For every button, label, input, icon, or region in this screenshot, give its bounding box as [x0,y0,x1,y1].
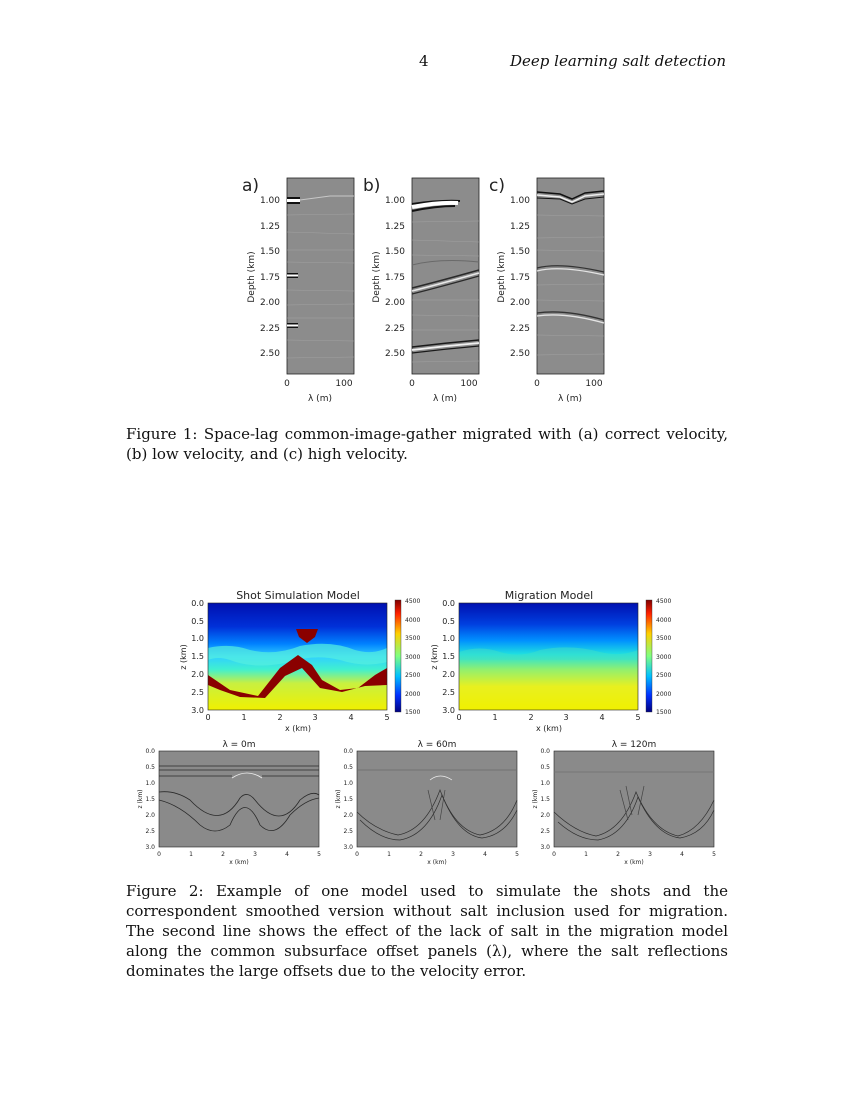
panel-label: c) [489,176,505,196]
svg-text:2: 2 [277,713,283,722]
svg-text:2.00: 2.00 [259,298,280,308]
svg-text:1.0: 1.0 [191,634,204,643]
panel-title: λ = 0m [222,740,256,750]
svg-text:3000: 3000 [656,654,672,661]
svg-text:0: 0 [409,379,415,389]
image-panel [554,751,714,847]
svg-text:2.00: 2.00 [509,298,530,308]
svg-text:3: 3 [253,851,257,858]
svg-text:2.0: 2.0 [145,812,155,819]
x-axis-label: x (km) [229,859,249,866]
x-axis-label: x (km) [427,859,447,866]
svg-text:0.0: 0.0 [343,748,353,755]
svg-text:1.5: 1.5 [191,652,204,661]
svg-text:2.0: 2.0 [343,812,353,819]
svg-text:4: 4 [483,851,487,858]
panel-title: λ = 60m [417,740,457,750]
x-axis-label: λ (m) [558,394,582,404]
svg-text:100: 100 [585,379,603,389]
svg-text:5: 5 [712,851,716,858]
migration-model-panel [430,589,671,733]
panel-title: Shot Simulation Model [236,589,360,602]
svg-text:100: 100 [335,379,353,389]
svg-text:1.0: 1.0 [145,780,155,787]
panel-title: Migration Model [504,589,594,602]
svg-text:5: 5 [635,713,641,722]
svg-text:0.0: 0.0 [540,748,550,755]
svg-text:1: 1 [584,851,588,858]
svg-text:0.5: 0.5 [191,617,204,626]
svg-text:2: 2 [419,851,423,858]
colorbar-tick-labels [405,598,420,716]
svg-text:3000: 3000 [405,654,421,661]
svg-text:0.5: 0.5 [343,764,353,771]
svg-text:2: 2 [616,851,620,858]
svg-text:1.00: 1.00 [384,196,405,206]
y-axis-label: z (km) [532,789,539,809]
svg-text:1500: 1500 [656,709,672,716]
y-tick-labels [385,196,405,359]
svg-text:4: 4 [680,851,684,858]
svg-text:4: 4 [285,851,289,858]
figure-1-panel-a [242,176,354,404]
svg-text:1.0: 1.0 [343,780,353,787]
svg-text:1.0: 1.0 [442,634,455,643]
x-tick-labels [157,851,321,858]
x-tick-labels [205,713,389,722]
svg-text:2.50: 2.50 [259,349,280,359]
colorbar-tick-labels [656,598,671,716]
offset-panel-120m [532,740,716,866]
svg-text:4500: 4500 [656,598,672,605]
x-axis-label: x (km) [285,724,311,733]
page-number: 4 [419,52,429,70]
y-tick-labels [343,748,353,851]
colorbar [395,600,401,712]
svg-text:1.50: 1.50 [259,247,280,257]
y-axis-label: z (km) [179,644,188,670]
svg-text:4: 4 [348,713,354,722]
svg-text:2000: 2000 [656,691,672,698]
image-panel [357,751,517,847]
svg-text:1.50: 1.50 [384,247,405,257]
svg-text:1.25: 1.25 [259,222,280,232]
svg-text:2.0: 2.0 [540,812,550,819]
offset-panel-60m [335,740,519,866]
svg-text:2.25: 2.25 [509,324,530,334]
y-axis-label: Depth (km) [372,251,382,303]
svg-text:0: 0 [355,851,359,858]
x-tick-labels [355,851,519,858]
x-tick-labels [534,379,603,389]
figure-1-caption: Figure 1: Space-lag common-image-gather migrated with (a) correct velocity, (b) low velocity, and (c) high velocity. [126,425,728,463]
running-title: Deep learning salt detection [510,52,726,70]
svg-text:0.5: 0.5 [442,617,455,626]
svg-text:0: 0 [284,379,290,389]
panel-label: a) [242,176,260,196]
svg-text:1: 1 [241,713,247,722]
svg-text:3: 3 [451,851,455,858]
x-axis-label: x (km) [536,724,562,733]
svg-text:3.0: 3.0 [145,844,155,851]
svg-text:0: 0 [456,713,462,722]
svg-text:2.0: 2.0 [191,670,204,679]
svg-text:3.0: 3.0 [540,844,550,851]
svg-text:1.5: 1.5 [343,796,353,803]
svg-text:1: 1 [492,713,498,722]
svg-text:2500: 2500 [656,672,672,679]
svg-text:1.5: 1.5 [442,652,455,661]
svg-text:0: 0 [534,379,540,389]
svg-text:2500: 2500 [405,672,421,679]
svg-text:0: 0 [552,851,556,858]
svg-text:1500: 1500 [405,709,421,716]
svg-text:3: 3 [312,713,318,722]
svg-text:2: 2 [221,851,225,858]
svg-text:100: 100 [460,379,478,389]
y-axis-label: z (km) [335,789,342,809]
panel-label: b) [363,176,381,196]
svg-text:1.00: 1.00 [509,196,530,206]
svg-text:4000: 4000 [656,617,672,624]
svg-text:5: 5 [515,851,519,858]
y-axis-label: Depth (km) [497,251,507,303]
x-tick-labels [409,379,478,389]
shot-simulation-model-panel [179,589,420,733]
svg-text:2.25: 2.25 [259,324,280,334]
svg-text:0.0: 0.0 [442,599,455,608]
y-tick-labels [191,599,204,715]
svg-text:5: 5 [317,851,321,858]
figure-1-panel-c [489,176,604,404]
svg-text:0.0: 0.0 [145,748,155,755]
svg-text:0.5: 0.5 [145,764,155,771]
svg-text:2: 2 [528,713,534,722]
svg-text:2.5: 2.5 [442,688,455,697]
svg-text:4500: 4500 [405,598,421,605]
svg-text:1.75: 1.75 [384,273,405,283]
figure-2-bottom-row [137,740,716,866]
svg-text:0.5: 0.5 [540,764,550,771]
svg-text:1.75: 1.75 [259,273,280,283]
svg-text:3.0: 3.0 [442,706,455,715]
offset-panel-0m [137,740,321,866]
svg-text:3: 3 [563,713,569,722]
svg-text:1.25: 1.25 [384,222,405,232]
figure-1 [242,176,604,404]
svg-text:2.00: 2.00 [384,298,405,308]
svg-text:2000: 2000 [405,691,421,698]
x-tick-labels [456,713,640,722]
svg-text:0: 0 [157,851,161,858]
figure-2-caption: Figure 2: Example of one model used to simulate the shots and the correspondent smoothed version without salt inclusion used for migration. The second line shows the effect of the lack of salt in the migration model along the common subsurface offset panels (λ), where the salt reflections dominates the large offsets due to the velocity error. [126,882,728,980]
svg-text:2.5: 2.5 [540,828,550,835]
svg-text:1.00: 1.00 [259,196,280,206]
svg-text:3.0: 3.0 [191,706,204,715]
y-tick-labels [540,748,550,851]
svg-text:2.50: 2.50 [509,349,530,359]
y-axis-label: z (km) [137,789,144,809]
svg-text:2.50: 2.50 [384,349,405,359]
svg-text:1.75: 1.75 [509,273,530,283]
svg-text:4: 4 [599,713,605,722]
svg-text:3: 3 [648,851,652,858]
gather-image [537,178,604,374]
svg-text:4000: 4000 [405,617,421,624]
svg-text:2.5: 2.5 [191,688,204,697]
y-tick-labels [145,748,155,851]
svg-text:1: 1 [387,851,391,858]
panel-title: λ = 120m [611,740,657,750]
figure-1-panel-b [363,176,479,404]
y-axis-label: z (km) [430,644,439,670]
y-tick-labels [260,196,280,359]
x-axis-label: x (km) [624,859,644,866]
svg-text:3500: 3500 [405,635,421,642]
x-axis-label: λ (m) [433,394,457,404]
x-tick-labels [552,851,716,858]
y-tick-labels [510,196,530,359]
svg-text:2.5: 2.5 [145,828,155,835]
colorbar [646,600,652,712]
y-axis-label: Depth (km) [247,251,257,303]
svg-text:2.25: 2.25 [384,324,405,334]
svg-text:3.0: 3.0 [343,844,353,851]
svg-text:1.0: 1.0 [540,780,550,787]
svg-text:2.5: 2.5 [343,828,353,835]
svg-text:1.5: 1.5 [145,796,155,803]
x-tick-labels [284,379,353,389]
svg-text:0: 0 [205,713,211,722]
figure-2-top-row [179,589,671,733]
svg-text:0.0: 0.0 [191,599,204,608]
svg-text:5: 5 [384,713,390,722]
svg-text:1.50: 1.50 [509,247,530,257]
svg-text:1: 1 [189,851,193,858]
y-tick-labels [442,599,455,715]
svg-text:3500: 3500 [656,635,672,642]
x-axis-label: λ (m) [308,394,332,404]
svg-text:1.25: 1.25 [509,222,530,232]
svg-text:2.0: 2.0 [442,670,455,679]
svg-text:1.5: 1.5 [540,796,550,803]
